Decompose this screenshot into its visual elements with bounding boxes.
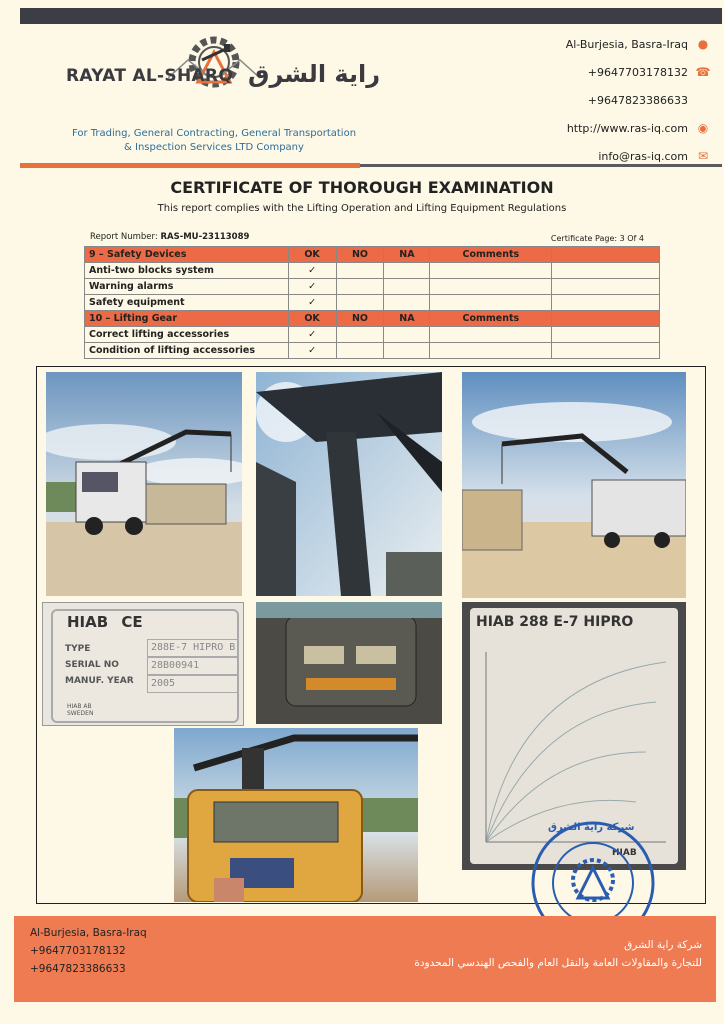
photo-control-panel [256, 602, 442, 724]
footer-contacts [30, 924, 147, 978]
col-no: NO [336, 247, 384, 263]
contact-website [470, 114, 710, 142]
footer-company-desc-ar: للتجارة والمقاولات العامة والنقل العام والفحص الهندسي المحدودة [414, 957, 702, 969]
contact-address [470, 30, 710, 58]
footer-company-ar [414, 936, 702, 972]
location-pin-icon: ● [697, 37, 709, 51]
table-row [85, 295, 660, 311]
section-title: 10 – Lifting Gear [85, 311, 289, 327]
plate-serial-value: 28B00941 [147, 657, 239, 675]
load-chart-title: HIAB 288 E-7 HIPRO [476, 614, 634, 630]
footer-phone-1: +9647703178132 [30, 945, 126, 957]
plate-year-value: 2005 [147, 675, 239, 693]
email-text: info@ras-iq.com [598, 149, 688, 163]
plate-type-value: 288E-7 HIPRO B [147, 639, 239, 657]
col-ok: OK [288, 311, 336, 327]
table-row [85, 263, 660, 279]
photo-crane-truck-right [462, 372, 686, 598]
inspection-table [84, 246, 660, 359]
col-comments: Comments [430, 311, 552, 327]
ok-check: ✓ [288, 263, 336, 279]
plate-country: SWEDEN [67, 710, 94, 717]
col-no: NO [336, 311, 384, 327]
ok-check: ✓ [288, 295, 336, 311]
header-divider-grey [360, 164, 722, 167]
stamp-text-ar: شركة راية الشرق [548, 822, 635, 833]
item-label: Warning alarms [85, 279, 289, 295]
envelope-icon: ✉ [697, 149, 709, 163]
tagline-line-2: & Inspection Services LTD Company [124, 142, 304, 153]
photo-identification-plate [42, 602, 244, 726]
ok-check: ✓ [288, 279, 336, 295]
plate-serial-label: SERIAL NO [65, 660, 119, 670]
phone-1-text: +9647703178132 [587, 65, 688, 79]
report-number-value: RAS-MU-23113089 [160, 232, 250, 242]
address-text: Al-Burjesia, Basra-Iraq [565, 37, 688, 51]
plate-maker: HIAB AB [67, 703, 92, 710]
section-header-row [85, 311, 660, 327]
document-subtitle: This report complies with the Lifting Operation and Lifting Equipment Regulations [157, 203, 567, 214]
ok-check: ✓ [288, 327, 336, 343]
item-label: Condition of lifting accessories [85, 343, 289, 359]
company-tagline [64, 127, 364, 155]
phone-2-text: +9647823386633 [587, 93, 688, 107]
section-header-row [85, 247, 660, 263]
plate-year-label: MANUF. YEAR [65, 676, 134, 686]
globe-icon: ◉ [697, 121, 709, 135]
ce-mark: CE [121, 613, 143, 631]
contact-list [470, 30, 710, 170]
item-label: Safety equipment [85, 295, 289, 311]
top-bar [20, 8, 722, 24]
col-ok: OK [288, 247, 336, 263]
footer-address: Al-Burjesia, Basra-Iraq [30, 927, 147, 939]
company-logo-gear-icon [168, 30, 260, 100]
footer-phone-2: +9647823386633 [30, 963, 126, 975]
phone-icon: ☎ [695, 65, 711, 79]
table-row [85, 327, 660, 343]
report-number [90, 232, 249, 242]
plate-type-label: TYPE [65, 644, 91, 654]
photo-remote-display [174, 728, 418, 902]
mobile-icon [696, 93, 710, 107]
col-na: NA [384, 311, 430, 327]
item-label: Correct lifting accessories [85, 327, 289, 343]
company-name-en: RAYAT AL-SHARQ [66, 66, 234, 86]
section-title: 9 – Safety Devices [85, 247, 289, 263]
document-title: CERTIFICATE OF THOROUGH EXAMINATION [170, 178, 554, 197]
col-extra [552, 311, 660, 327]
certificate-page: Certificate Page: 3 Of 4 [550, 234, 644, 243]
table-row [85, 343, 660, 359]
photo-boom-closeup [256, 372, 442, 596]
company-name-ar: راية الشرق [248, 60, 381, 88]
table-row [85, 279, 660, 295]
col-extra [552, 247, 660, 263]
ok-check: ✓ [288, 343, 336, 359]
header-divider-orange [20, 163, 360, 168]
hiab-plate-brand: HIAB [67, 613, 109, 631]
report-number-label: Report Number: [90, 232, 161, 242]
load-chart-footer: HIAB [612, 848, 637, 858]
footer-company-name-ar: شركة راية الشرق [624, 939, 702, 951]
website-text: http://www.ras-iq.com [566, 121, 688, 135]
item-label: Anti-two blocks system [85, 263, 289, 279]
photo-crane-truck-left [46, 372, 242, 596]
contact-phone-2 [470, 86, 710, 114]
col-comments: Comments [430, 247, 552, 263]
contact-phone-1 [470, 58, 710, 86]
tagline-line-1: For Trading, General Contracting, General Transportation [71, 128, 357, 139]
col-na: NA [384, 247, 430, 263]
